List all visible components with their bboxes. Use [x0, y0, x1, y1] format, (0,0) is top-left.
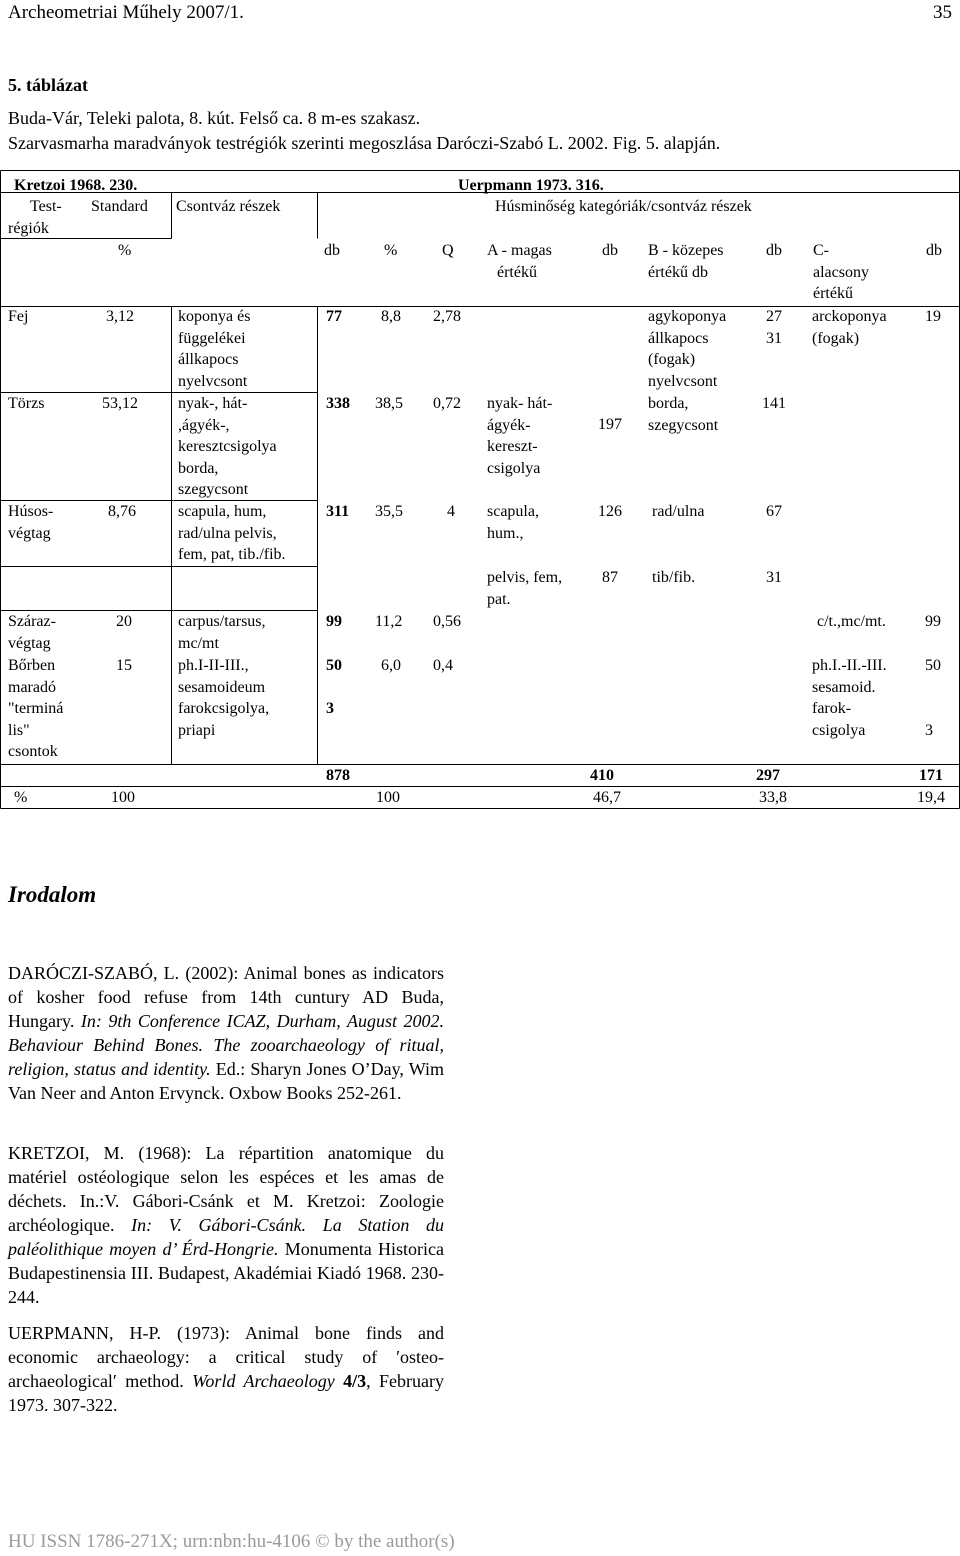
db-value: 50 3	[326, 657, 342, 717]
standard-value: 20	[116, 613, 132, 630]
region-label: Bőrben maradó "terminá lis" csontok	[8, 657, 64, 760]
db-value: 99	[326, 613, 342, 630]
source-kretzoi: Kretzoi 1968. 230.	[14, 177, 138, 194]
a-db-2: 87	[602, 569, 618, 586]
pct-value: 8,8	[381, 308, 401, 325]
total-b: 297	[756, 767, 780, 784]
b-db-2: 31	[766, 569, 782, 586]
c-db: 50 3	[925, 657, 941, 739]
b-parts: rad/ulna	[652, 503, 705, 520]
journal-header: Archeometriai Műhely 2007/1.	[8, 2, 244, 23]
c-parts: arckoponya (fogak)	[812, 308, 887, 347]
db-value: 77	[326, 308, 342, 325]
reference-uerpmann: UERPMANN, H-P. (1973): Animal bone finds and economic archaeology: a critical study of ′osteo-archaeological′ method. World Archaeology 4/3, February 1973. 307-322.	[8, 1323, 444, 1415]
parts-cell: ph.I-II-III., sesamoideum farokcsigolya, priapi	[178, 657, 270, 739]
col-head-a-db: db	[602, 242, 618, 259]
region-label: Törzs	[8, 395, 45, 412]
parts-cell: carpus/tarsus, mc/mt	[178, 613, 266, 652]
col-head-parts: Csontváz részek	[176, 198, 281, 215]
reference-kretzoi: KRETZOI, M. (1968): La répartition anatomique du matériel ostéologique selon les espéces et les amas de déchets. In.:V. Gábori-Csánk et M. Kretzoi: Zoologie archéologique. In: V. Gábori-Csánk. La Station du paléolithique moyen d’ Érd-Hongrie. Monumenta Historica Budapestinensia III. Budapest, Akadémiai Kiadó 1968. 230-244.	[8, 1143, 445, 1307]
col-head-pct: %	[384, 242, 398, 259]
region-label: Fej	[8, 308, 29, 325]
a-parts: scapula, hum.,	[487, 503, 539, 542]
col-head-region: Test- régiók	[8, 198, 62, 237]
c-parts: ph.I.-II.-III. sesamoid. farok- csigolya	[812, 657, 887, 739]
q-value: 0,56	[433, 613, 461, 630]
col-head-standard: Standard	[91, 198, 148, 215]
literature-title: Irodalom	[8, 882, 97, 907]
a-db: 126	[598, 503, 622, 520]
col-head-c-db: db	[926, 242, 942, 259]
c-parts: c/t.,mc/mt.	[817, 613, 886, 630]
b-db: 141	[762, 395, 786, 412]
region-label: Száraz- végtag	[8, 613, 56, 652]
total-db: 878	[326, 767, 350, 784]
col-head-b-db: db	[766, 242, 782, 259]
percent-label: %	[14, 789, 28, 806]
b-db: 67	[766, 503, 782, 520]
q-value: 4	[447, 503, 455, 520]
col-head-q: Q	[442, 242, 454, 259]
parts-cell: nyak-, hát- ,ágyék-, keresztcsigolya borda, szegycsont	[178, 395, 277, 498]
pct-value: 38,5	[375, 395, 403, 412]
col-head-pct-std: %	[118, 242, 132, 259]
table-label: 5. táblázat	[8, 75, 88, 95]
total-c: 171	[919, 767, 943, 784]
pct-value: 6,0	[381, 657, 401, 674]
standard-value: 3,12	[106, 308, 134, 325]
q-value: 2,78	[433, 308, 461, 325]
col-head-quality: Húsminőség kategóriák/csontváz részek	[495, 198, 752, 215]
a-db: 197	[598, 416, 622, 433]
a-parts-2: pelvis, fem, pat.	[487, 569, 563, 608]
percent-db: 100	[376, 789, 400, 806]
col-head-c: C- alacsony értékű	[813, 242, 869, 302]
percent-b: 33,8	[759, 789, 787, 806]
standard-value: 8,76	[108, 503, 136, 520]
parts-cell: koponya és függelékei állkapocs nyelvcsont	[178, 308, 251, 390]
caption-line-2: Szarvasmarha maradványok testrégiók szerinti megoszlása Daróczi-Szabó L. 2002. Fig. 5. alapján.	[8, 133, 721, 153]
col-head-db: db	[324, 242, 340, 259]
a-parts: nyak- hát- ágyék- kereszt- csigolya	[487, 395, 553, 477]
c-db: 99	[925, 613, 941, 630]
percent-c: 19,4	[917, 789, 945, 806]
b-parts: agykoponya állkapocs (fogak) nyelvcsont	[648, 308, 727, 390]
col-head-a: A - magas értékű	[487, 242, 552, 281]
pct-value: 35,5	[375, 503, 403, 520]
db-value: 311	[326, 503, 350, 520]
standard-value: 53,12	[102, 395, 138, 412]
q-value: 0,72	[433, 395, 461, 412]
percent-a: 46,7	[593, 789, 621, 806]
footer-issn: HU ISSN 1786-271X; urn:nbn:hu-4106 © by the author(s)	[8, 1531, 455, 1552]
b-parts-2: tib/fib.	[652, 569, 696, 586]
source-uerpmann: Uerpmann 1973. 316.	[458, 177, 604, 194]
standard-value: 15	[116, 657, 132, 674]
c-db: 19	[925, 308, 941, 325]
q-value: 0,4	[433, 657, 453, 674]
caption-line-1: Buda-Vár, Teleki palota, 8. kút. Felső ca. 8 m-es szakasz.	[8, 108, 421, 128]
total-a: 410	[590, 767, 614, 784]
percent-std: 100	[111, 789, 135, 806]
db-value: 338	[326, 395, 350, 412]
reference-daroczi: DARÓCZI-SZABÓ, L. (2002): Animal bones as indicators of kosher food refuse from 14th cuntury AD Buda, Hungary. In: 9th Conference ICAZ, Durham, August 2002. Behaviour Behind Bones. The zooarchaeology of ritual, religion, status and identity. Ed.: Sharyn Jones O’Day, Wim Van Neer and Anton Ervynck. Oxbow Books 252-261.	[8, 963, 444, 1103]
page-number: 35	[933, 2, 952, 23]
b-db: 27 31	[766, 308, 782, 347]
region-label: Húsos- végtag	[8, 503, 54, 542]
parts-cell: scapula, hum, rad/ulna pelvis, fem, pat, tib./fib.	[178, 503, 286, 563]
col-head-b: B - közepes értékű db	[648, 242, 724, 281]
b-parts: borda, szegycsont	[648, 395, 719, 434]
pct-value: 11,2	[375, 613, 403, 630]
